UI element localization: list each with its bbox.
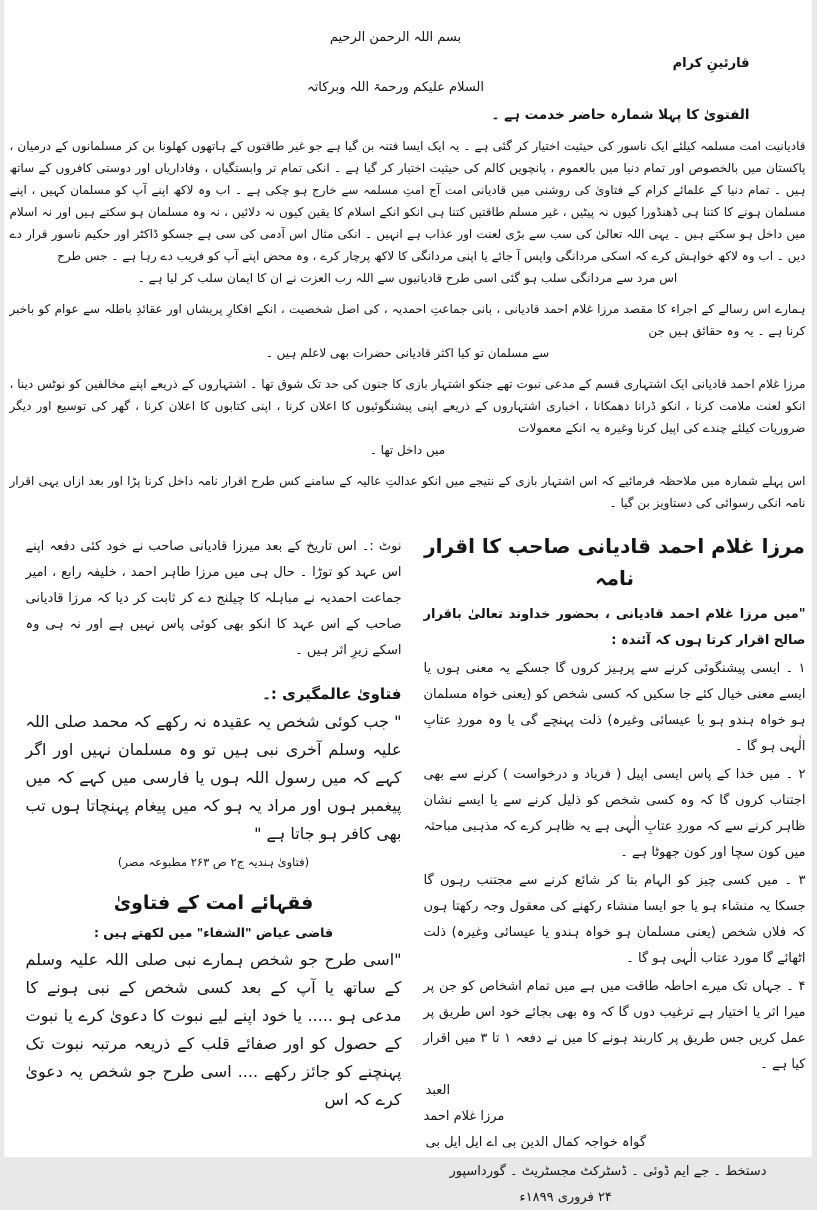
issue-announcement: الفتویٰ کا پہلا شمارہ حاضر خدمت ہے ۔ — [492, 107, 751, 123]
declaration-point-4: ۴ ۔ جہاں تک میرے احاطہ طاقت میں ہے میں تمام اشخاص کو جن پر میرا اثر یا اختیار ہے ترغیب دوں گا کہ وہ بھی بجائے خود اس طریق پر عمل کریں جس طریق پر کاربند ہونے کا میں نے دفعہ ۱ تا ۳ میں اقرار کیا ہے ۔ — [424, 979, 807, 1072]
intro-section — [11, 135, 807, 514]
signatory-name: مرزا غلام احمد — [424, 1109, 506, 1124]
declaration-point-2: ۲ ۔ میں خدا کے پاس ایسی اپیل ( فریاد و درخواست ) کرنے سے بھی اجتناب کروں گا کہ وہ کسی شخص کو ذلیل کرنے سے یا ایسے نشان ظاہر کرنے سے کہ موردِ عتابِ الٰہی ہے یہ ظاہر کرے کہ مذہبی مباحثہ میں کون سچا اور کون جھوٹا ہے ۔ — [424, 767, 807, 860]
declaration-point-3: ۳ ۔ میں کسی چیز کو الہام بتا کر شائع کرنے سے مجتنب رہوں گا جسکا یہ منشاء ہو یا جو ایسا منشاء رکھنے کی معقول وجہ رکھتا ہوں کہ فلاں شخص (یعنی مسلمان ہو خواہ ہندو یا عیسائی وغیرہ) ذلت اٹھائے گا مورد عتاب الٰہی ہو گا ۔ — [424, 873, 807, 966]
document-page — [5, 0, 813, 1205]
alamgiri-heading: فتاویٰ عالمگیری :۔ — [263, 685, 403, 703]
alamgiri-citation: (فتاویٰ ہندیہ ج۲ ص ۲۶۳ مطبوعہ مصر) — [118, 855, 311, 869]
intro-paragraph-2-end: سے مسلمان تو کیا اکثر قادیانی حضرات بھی لاعلم ہیں ۔ — [266, 346, 551, 360]
declaration-column — [425, 530, 807, 1210]
witness-line: گواہ خواجہ کمال الدین بی اے ایل ایل بی — [426, 1135, 648, 1150]
intro-paragraph-3-end: میں داخل تھا ۔ — [370, 443, 447, 457]
signatory-al-abd: العبد — [426, 1083, 452, 1098]
magistrate-signature-line: دستخط ۔ جے ایم ڈوئی ۔ ڈسٹرکٹ مجسٹریٹ ۔ گورداسپور — [450, 1164, 768, 1179]
two-column-section — [11, 530, 807, 1210]
intro-paragraph-2: ہمارے اس رسالے کے اجراء کا مقصد مرزا غلام احمد قادیانی ، بانی جماعتِ احمدیہ ، کی اصل شخصیت ، انکے افکارِ پریشاں اور عقائدِ باطلہ سے عوام کو باخبر کرنا ہے ۔ یہ وہ حقائق ہیں جن — [10, 302, 807, 338]
intro-paragraph-3: مرزا غلام احمد قادیانی ایک اشتہاری قسم کے مدعی نبوت تھے جنکو اشتہار بازی کا جنون کی حد تک شوق تھا ۔ اشتہاروں کے ذریعے اپنے مخالفین کو نوٹس دینا ، انکو لعنت ملامت کرنا ، انکو ڈرانا دھمکانا ، اخباری اشتہاروں کے ذریعے اپنی پیشنگوئیوں کا اعلان کرنا ، اپنی کتابوں کا اعلان کرنا ، گھر کی توسیع اور دیگر ضروریات کیلئے چندے کی اپیل کرنا وغیرہ یہ انکے معمولات — [10, 377, 807, 435]
intro-paragraph-4: اس پہلے شمارہ میں ملاحظہ فرمائیے کہ اس اشتہار بازی کے نتیجے میں انکو عدالتِ عالیہ کے سامنے کس طرح اقرار نامہ داخل کرنا پڑا اور بعد ازاں یہی اقرار نامہ انکی رسوائی کی دستاویز بن گیا ۔ — [10, 474, 807, 510]
fuqaha-heading: فقہائے امت کے فتاویٰ — [114, 892, 315, 914]
fatawa-column — [27, 530, 403, 1114]
declaration-preamble: "میں مرزا غلام احمد قادیانی ، بحضور خداوند تعالیٰ باقرار صالح اقرار کرتا ہوں کہ آئندہ : — [424, 607, 807, 648]
declaration-date: ۲۴ فروری ۱۸۹۹ء — [520, 1190, 613, 1205]
fuqaha-subheading: قاضی عیاض "الشفاء" میں لکھتے ہیں : — [94, 925, 335, 940]
alamgiri-quote: " جب کوئی شخص یہ عقیدہ نہ رکھے کہ محمد صلی اللہ علیہ وسلم آخری نبی ہیں تو وہ مسلمان نہیں اور اگر کہے کہ میں رسول اللہ ہوں یا فارسی میں کہے کہ میں پیغمبر ہوں اور مراد یہ ہو کہ میں پیغام پہنچاتا ہوں تب بھی کافر ہو جاتا ہے " — [26, 712, 403, 843]
declaration-title: مرزا غلام احمد قادیانی صاحب کا اقرار نامہ — [425, 534, 806, 590]
note-paragraph: نوٹ :۔ اس تاریخ کے بعد میرزا قادیانی صاحب نے خود کئی دفعہ اپنے اس عہد کو توڑا ۔ حال ہی میں مرزا طاہر احمد ، خلیفہ رابع ، امیر جماعت احمدیہ نے مباہلہ کا چیلنج دے کر ثابت کر دیا کہ مرزا قادیانی صاحب کے اس عہد کا انکو بھی کوئی پاس نہیں ہے اور نہ ہی وہ اسکے زیرِ اثر ہیں ۔ — [26, 539, 403, 658]
declaration-point-1: ۱ ۔ ایسی پیشنگوئی کرنے سے پرہیز کروں گا جسکے یہ معنی ہوں یا ایسے معنی خیال کئے جا سکیں کہ کسی شخص کو (یعنی خواہ مسلمان ہو خواہ ہندو ہو یا عیسائی وغیرہ) ذلت پہنچے گی یا وہ موردِ عتابِ الٰہی ہو گا ۔ — [424, 661, 807, 754]
intro-paragraph-1-end: اس مرد سے مردانگی سلب ہو گئی اسی طرح قادیانیوں سے اللہ رب العزت نے ان کا ایمان سلب کر لیا ہے ۔ — [138, 271, 679, 285]
readers-address: قارئینِ کرام — [673, 56, 751, 71]
bismillah-line: بسم اللہ الرحمن الرحیم — [330, 30, 463, 45]
intro-paragraph-1: قادیانیت امت مسلمہ کیلئے ایک ناسور کی حیثیت اختیار کر گئی ہے ۔ یہ ایک ایسا فتنہ بن گیا ہے جو غیر طاقتوں کے ہاتھوں کھلونا بن کر مسلمانوں کے درمیان ، پاکستان میں بالخصوص اور تمام دنیا میں بالعموم ، پانچویں کالم کی حیثیت اختیار کر گیا ہے ۔ انکی تمام تر وابستگیاں ، وفاداریاں اور دوستی کافروں کے ساتھ ہیں ۔ تمام دنیا کے علمائے کرام کے فتاویٰ کی روشنی میں قادیانی امت آج امتِ مسلمہ سے خارج ہو چکی ہے ۔ اب وہ لاکھ اپنے آپ کو مسلمان کہیں ، اپنے مسلمان ہونے کا کتنا ہی ڈھنڈورا کیوں نہ پیٹیں ، غیر مسلم طاقتیں کتنا ہی انکو انکے اسلام کا یقین کیوں نہ دلائیں ، نہ وہ مسلمان ہو سکتے ہیں اور نہ اسلام میں داخل ہو سکتے ہیں ۔ یہی اللہ تعالیٰ کی سب سے بڑی لعنت اور عذاب ہے انہیں ۔ انکی مثال اس آدمی کی سی ہے جسکو ڈاکٹر اور حکیم ناسور قرار دے دیں ۔ اب وہ لاکھ خواہش کرے کہ اسکی مردانگی واپس آ جائے یا اپنی مردانگی کا لاکھ پرچار کرے ، وہ محض اپنے آپ کو فریب دے رہا ہے ۔ جس طرح — [10, 139, 807, 263]
salam-greeting: السلام علیکم ورحمۃ اللہ وبرکاتہ — [308, 80, 485, 95]
fuqaha-quote: "اسی طرح جو شخص ہمارے نبی صلی اللہ علیہ وسلم کے ساتھ یا آپ کے بعد کسی شخص کے نبی ہونے کا مدعی ہو ..... یا خود اپنے لیے نبوت کا دعویٰ کرے یا نبوت کے حصول کو اور صفائے قلب کے ذریعہ مرتبہ نبوت تک پہنچنے کو جائز رکھے .... اسی طرح جو شخص یہ دعویٰ کرے کہ اس — [26, 950, 403, 1109]
